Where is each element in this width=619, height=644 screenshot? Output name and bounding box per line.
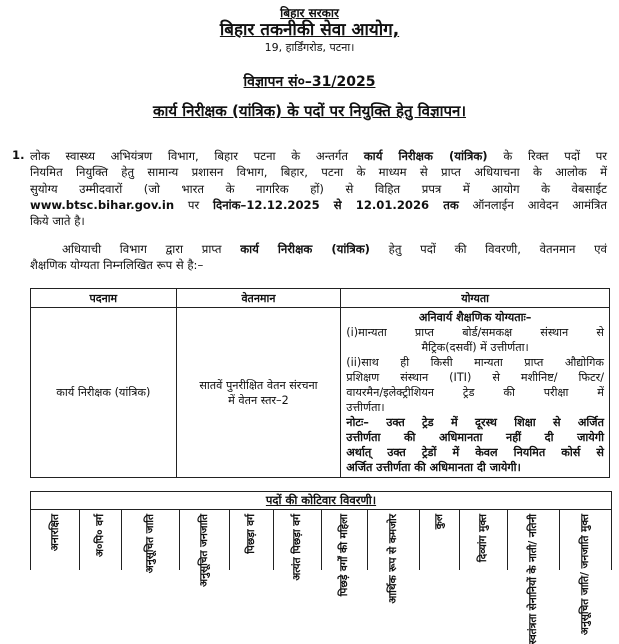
para2-line2: शैक्षणिक योग्यता निम्नलिखित रूप से है:– bbox=[30, 258, 204, 273]
post-name-bold: कार्य निरीक्षक (यांत्रिक) bbox=[363, 149, 488, 163]
category-columns bbox=[31, 510, 611, 644]
post-cell: कार्य निरीक्षक (यांत्रिक) bbox=[31, 308, 177, 478]
government-label: बिहार सरकार bbox=[280, 6, 339, 20]
category-column-label: अनुसूचित जाति bbox=[144, 514, 156, 574]
pay-line-2: में वेतन स्तर–2 bbox=[228, 393, 289, 407]
category-column-label: अनारक्षित bbox=[49, 514, 61, 552]
paragraph-1 bbox=[30, 148, 607, 229]
category-title-text: पदों की कोटिवार विवरणी। bbox=[265, 493, 377, 507]
para1-text: के रिक्त पदों पर bbox=[503, 149, 608, 163]
advertisement-title: कार्य निरीक्षक (यांत्रिक) के पदों पर नियुक्ति हेतु विज्ञापन। bbox=[152, 102, 467, 120]
category-column-label: आर्थिक रूप से कमजोर bbox=[387, 514, 399, 604]
qualification-cell bbox=[341, 308, 610, 478]
category-column-label: अनुसूचित जनजाति bbox=[198, 514, 210, 587]
category-column-label: कुल bbox=[433, 514, 445, 530]
paragraph-2 bbox=[30, 241, 607, 274]
note-line: नोटः– उक्त ट्रेड में दूरस्थ शिक्षा से अर्जित bbox=[346, 416, 604, 429]
para1-text: ऑनलाईन आवेदन आमंत्रित bbox=[472, 197, 608, 212]
commission-address: 19, हार्डिंगरोड, पटना। bbox=[264, 41, 355, 54]
category-column-header bbox=[229, 510, 274, 570]
post-name-bold: कार्य निरीक्षक (यांत्रिक) bbox=[240, 242, 370, 256]
paragraph-number: 1. bbox=[12, 148, 25, 162]
website-link[interactable]: www.btsc.bihar.gov.in bbox=[30, 197, 175, 212]
para1-text: पर bbox=[187, 197, 200, 212]
category-column-label: पिछड़ा वर्ग bbox=[245, 514, 257, 554]
para1-text: लोक स्वास्थ्य अभियंत्रण विभाग, बिहार पटना के अन्तर्गत bbox=[30, 149, 349, 163]
para1-line4 bbox=[30, 197, 607, 213]
qualification-item-1-cont: मैट्रिक(दसवीं) में उत्तीर्णता। bbox=[421, 341, 529, 354]
category-column-label: दिव्यांग मुक्त bbox=[477, 514, 489, 563]
para1-line3: सुयोग्य उम्मीदवारों (जो भारत के नागरिक हों) से विहित प्रपत्र में आयोग के वेबसाईट bbox=[30, 181, 607, 196]
note-line: उत्तीर्णता की अधिमानता नहीं दी जायेगी bbox=[346, 431, 604, 444]
category-column-label: अ०पि० वर्ग bbox=[94, 514, 106, 558]
advertisement-number: विज्ञापन सं०–31/2025 bbox=[243, 74, 376, 90]
commission-name: बिहार तकनीकी सेवा आयोग, bbox=[219, 20, 400, 40]
para1-line5: किये जाते है। bbox=[30, 214, 85, 229]
post-details-table bbox=[30, 288, 610, 478]
qualification-item-2-cont: वायरमैन/इलेक्ट्रीशियन ट्रेड की परीक्षा में bbox=[346, 386, 604, 399]
category-column-header bbox=[121, 510, 180, 574]
category-title bbox=[31, 492, 611, 510]
category-column-header bbox=[559, 510, 612, 636]
column-header-qualification: योग्यता bbox=[341, 289, 610, 308]
category-table bbox=[30, 491, 612, 644]
category-column-header bbox=[31, 510, 80, 570]
para1-line1 bbox=[30, 148, 607, 164]
category-column-label: पिछड़े वर्गों की महिला bbox=[338, 514, 350, 597]
pay-cell bbox=[176, 308, 341, 478]
category-column-label: अत्यंत पिछड़ा वर्ग bbox=[291, 514, 303, 581]
category-column-label: स्वतंत्रता सेनानियों के नाती/ नतिनी bbox=[527, 514, 539, 644]
application-dates: दिनांक–12.12.2025 से 12.01.2026 तक bbox=[213, 197, 459, 212]
category-column-header bbox=[321, 510, 368, 597]
qualification-item-2: (ii)साथ ही किसी मान्यता प्राप्त औद्योगिक bbox=[346, 356, 604, 369]
para2-text: अधियाची विभाग द्वारा प्राप्त bbox=[62, 242, 222, 256]
qualification-heading: अनिवार्य शैक्षणिक योग्यताः– bbox=[418, 311, 532, 324]
category-column-header bbox=[273, 510, 322, 581]
qualification-item-1: (i)मान्यता प्राप्त बोर्ड/समकक्ष संस्थान से bbox=[346, 326, 604, 339]
table-header-row bbox=[31, 289, 610, 308]
category-column-header bbox=[507, 510, 560, 644]
note-line: अर्जित उत्तीर्णता की अधिमानता दी जायेगी। bbox=[346, 461, 521, 474]
table-row bbox=[31, 308, 610, 478]
qualification-item-2-cont: उत्तीर्णता। bbox=[346, 401, 385, 414]
qualification-item-2-cont: प्रशिक्षण संस्थान (ITI) से मशीनिष्ट/ फिटर/ bbox=[346, 371, 604, 384]
para2-text: हेतु पदों की विवरणी, वेतनमान एवं bbox=[388, 242, 607, 256]
para1-line2: नियमित नियुक्ति हेतु सामान्य प्रशासन विभाग, बिहार, पटना के माध्यम से प्राप्त अधियाचना के आलोक में bbox=[30, 165, 607, 180]
pay-line-1: सातवें पुनरीक्षित वेतन संरचना bbox=[199, 378, 318, 392]
column-header-pay: वेतनमान bbox=[176, 289, 341, 308]
para2-line1 bbox=[30, 241, 607, 257]
category-column-header bbox=[179, 510, 230, 587]
category-column-header bbox=[79, 510, 122, 570]
column-header-post: पदनाम bbox=[31, 289, 177, 308]
category-column-header bbox=[459, 510, 508, 570]
note-line: अर्थात् उक्त ट्रेडों में केवल नियमित कोर्स से bbox=[346, 446, 604, 459]
category-column-label: अनुसूचित जाति/ जनजाति मुक्त bbox=[579, 514, 591, 636]
category-column-header bbox=[419, 510, 460, 570]
category-column-header bbox=[367, 510, 420, 604]
